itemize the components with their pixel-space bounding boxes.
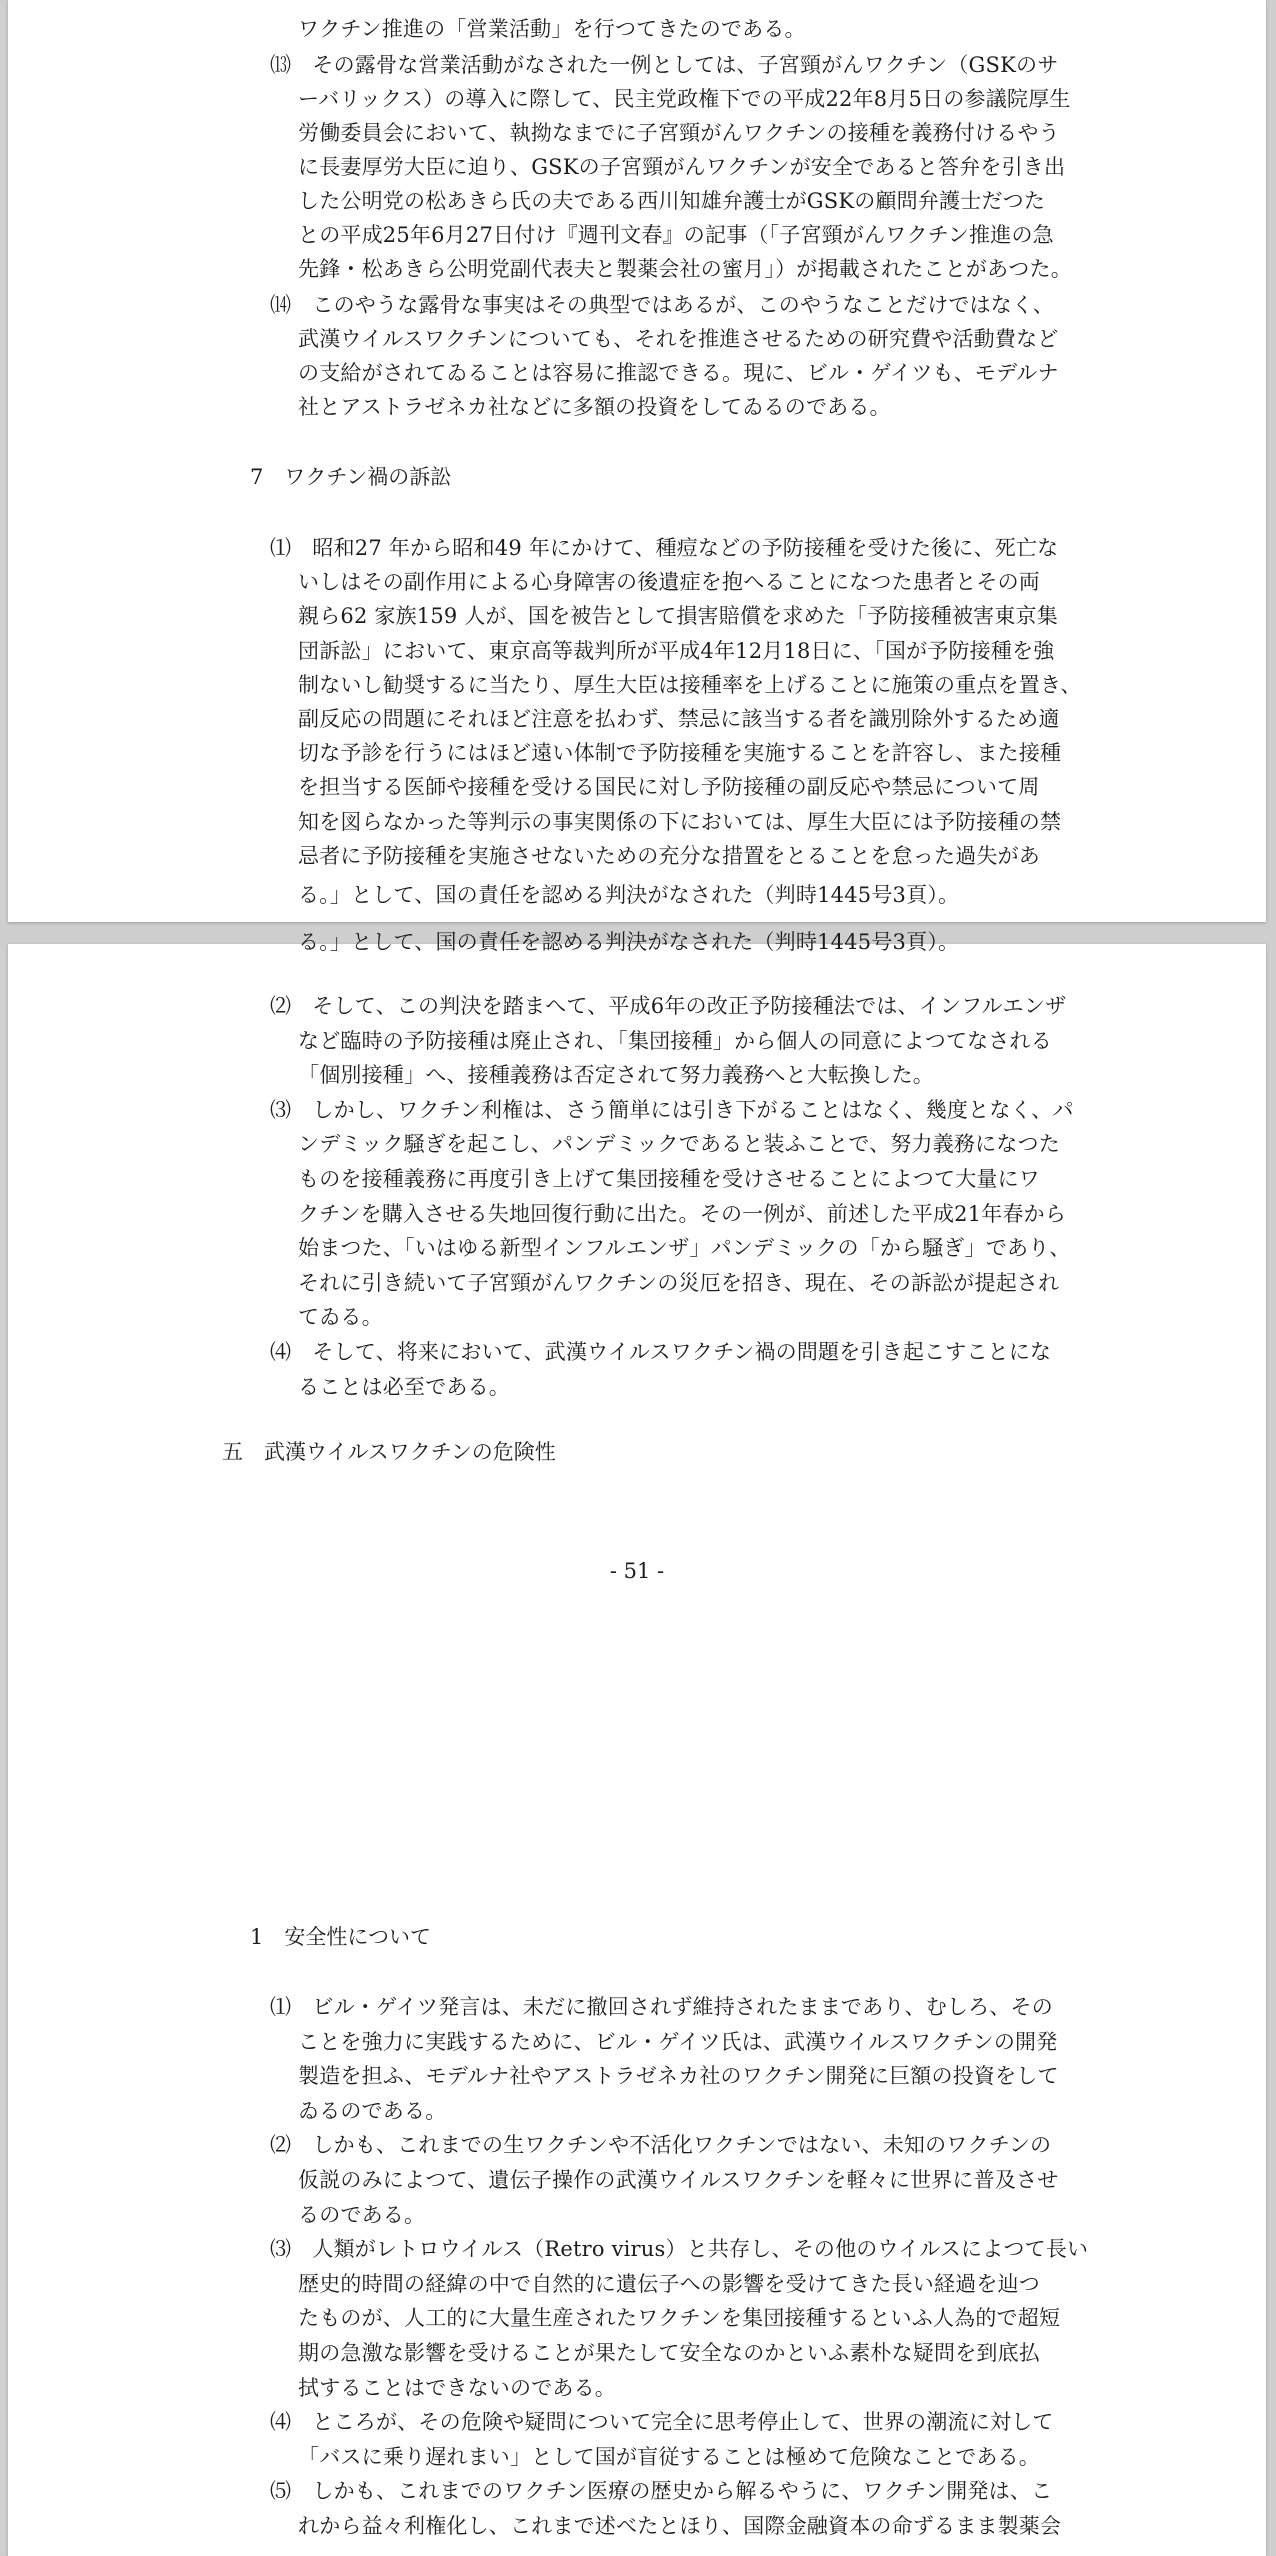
text-line: てゐる。 xyxy=(298,1305,383,1330)
text-line: クチンを購入させる失地回復行動に出た。その一例が、前述した平成21年春から xyxy=(298,1201,1067,1226)
text-line: ーバリックス）の導入に際して、民主党政権下での平成22年8月5日の参議院厚生 xyxy=(298,87,1071,111)
text-line: ⒁ このやうな露骨な事実はその典型ではあるが、このやうなことだけではなく、 xyxy=(270,293,1054,317)
text-line: 仮説のみによつて、遺伝子操作の武漢ウイルスワクチンを軽々に世界に普及させ xyxy=(298,2168,1059,2192)
text-line: に長妻厚労大臣に迫り、GSKの子宮頸がんワクチンが安全であると答弁を引き出 xyxy=(298,155,1066,179)
text-line: との平成25年6月27日付け『週刊文春』の記事（「子宮頸がんワクチン推進の急 xyxy=(298,223,1054,247)
text-line: ンデミック騒ぎを起こし、パンデミックであると装ふことで、努力義務になつた xyxy=(298,1132,1060,1157)
text-line: ゐるのである。 xyxy=(298,2098,447,2123)
page-number: - 51 - xyxy=(609,1559,665,1583)
text-line: 拭することはできないのである。 xyxy=(298,2375,616,2400)
text-line: ることは必至である。 xyxy=(298,1374,510,1399)
cut-off-text: る。」として、国の責任を認める判決がなされた（判時1445号3頁）。 xyxy=(298,883,960,907)
section-heading-safety: 1 安全性について xyxy=(250,1925,431,1949)
text-line: ⑷ ところが、その危険や疑問について完全に思考停止して、世界の潮流に対して xyxy=(270,2410,1054,2435)
text-line: の支給がされてゐることは容易に推認できる。現に、ビル・ゲイツも、モデルナ xyxy=(298,361,1059,385)
text-line: 社とアストラゼネカ社などに多額の投資をしてゐるのである。 xyxy=(298,395,891,419)
text-line: 制ないし勧奨するに当たり、厚生大臣は接種率を上げることに施策の重点を置き、 xyxy=(298,672,1082,697)
text-line: たものが、人工的に大量生産されたワクチンを集団接種するといふ人為的で超短 xyxy=(298,2306,1061,2331)
text-line: ⑸ しかも、これまでのワクチン医療の歴史から解るやうに、ワクチン開発は、こ xyxy=(270,2479,1053,2504)
text-line: それに引き続いて子宮頸がんワクチンの災厄を招き、現在、その訴訟が提起され xyxy=(298,1270,1060,1295)
text-line: した公明党の松あきら氏の夫である西川知雄弁護士がGSKの顧問弁護士だつた xyxy=(298,189,1046,213)
text-line: 「個別接種」へ、接種義務は否定されて努力義務へと大転換した。 xyxy=(298,1063,934,1088)
text-line: 切な予診を行うにはほど遠い体制で予防接種を実施することを許容し、また接種 xyxy=(298,741,1062,766)
text-line: ⑶ 人類がレトロウイルス（Retro virus）と共存し、その他のウイルスによつて長い xyxy=(270,2237,1089,2262)
page-2-cut-off-line xyxy=(8,930,1266,956)
text-line: 「バスに乗り遅れまい」として国が盲従することは極めて危険なことである。 xyxy=(298,2444,1040,2469)
text-line: 歴史的時間の経緯の中で自然的に遺伝子への影響を受けてきた長い経過を辿つ xyxy=(298,2271,1040,2296)
text-line: 副反応の問題にそれほど注意を払わず、禁忌に該当する者を識別除外するため適 xyxy=(298,707,1060,731)
text-line: 始まつた、「いはゆる新型インフルエンザ」パンデミックの「から騒ぎ」であり、 xyxy=(298,1236,1071,1261)
text-line: 期の急激な影響を受けることが果たして安全なのかといふ素朴な疑問を到底払 xyxy=(298,2341,1040,2365)
text-line: を担当する医師や接種を受ける国民に対し予防接種の副反応や禁忌について周 xyxy=(298,775,1040,800)
text-line: ⑷ そして、将来において、武漢ウイルスワクチン禍の問題を引き起こすことにな xyxy=(270,1340,1052,1364)
text-line: いしはその副作用による心身障害の後遺症を抱へることになつた患者とその両 xyxy=(298,570,1040,595)
text-line: ものを接種義務に再度引き上げて集団接種を受けさせることによつて大量にワ xyxy=(298,1167,1040,1191)
text-line: れから益々利権化し、これまで述べたとほり、国際金融資本の命ずるまま製薬会 xyxy=(298,2514,1062,2538)
text-line: 武漢ウイルスワクチンについても、それを推進させるための研究費や活動費など xyxy=(298,327,1059,351)
text-line: ⑴ 昭和27 年から昭和49 年にかけて、種痘などの予防接種を受けた後に、死亡な xyxy=(270,536,1059,560)
text-line: ワクチン推進の「営業活動」を行つてきたのである。 xyxy=(298,17,806,41)
document-page-2 xyxy=(8,930,1266,2556)
document-page-1 xyxy=(8,0,1266,922)
page-1-cut-off-line xyxy=(8,880,1266,907)
chapter-heading-vaccine-dangers: 五 武漢ウイルスワクチンの危険性 xyxy=(222,1440,556,1464)
cut-off-text: る。」として、国の責任を認める判決がなされた（判時1445号3頁）。 xyxy=(298,930,960,954)
text-line: 親ら62 家族159 人が、国を被告として損害賠償を求めた「予防接種被害東京集 xyxy=(298,604,1058,629)
text-line: ⑵ そして、この判決を踏まへて、平成6年の改正予防接種法では、インフルエンザ xyxy=(270,994,1067,1018)
text-line: ⒀ その露骨な営業活動がなされた一例としては、子宮頸がんワクチン（GSKのサ xyxy=(270,53,1059,77)
text-line: 知を図らなかった等判示の事実関係の下においては、厚生大臣には予防接種の禁 xyxy=(298,809,1062,834)
text-line: 製造を担ふ、モデルナ社やアストラゼネカ社のワクチン開発に巨額の投資をして xyxy=(298,2064,1059,2089)
text-line: 労働委員会において、執拗なまでに子宮頸がんワクチンの接種を義務付けるやう xyxy=(298,121,1060,145)
text-line: ⑵ しかも、これまでの生ワクチンや不活化ワクチンではない、未知のワクチンの xyxy=(270,2133,1052,2158)
text-line: など臨時の予防接種は廃止され、「集団接種」から個人の同意によつてなされる xyxy=(298,1028,1052,1053)
text-line: るのである。 xyxy=(298,2202,426,2227)
text-line: 忌者に予防接種を実施させないための充分な措置をとることを怠った過失があ xyxy=(298,843,1040,868)
text-line: 先鋒・松あきら公明党副代表夫と製薬会社の蜜月」）が掲載されたことがあつた。 xyxy=(298,257,1072,281)
section-heading-vaccine-lawsuits: 7 ワクチン禍の訴訟 xyxy=(250,465,452,489)
text-line: ⑴ ビル・ゲイツ発言は、未だに撤回されず維持されたままであり、むしろ、その xyxy=(270,1995,1053,2019)
text-line: ⑶ しかし、ワクチン利権は、さう簡単には引き下がることはなく、幾度となく、パ xyxy=(270,1097,1074,1122)
text-line: 団訴訟」において、東京高等裁判所が平成4年12月18日に、「国が予防接種を強 xyxy=(298,638,1055,663)
text-line: ことを強力に実践するために、ビル・ゲイツ氏は、武漢ウイルスワクチンの開発 xyxy=(298,2029,1058,2054)
